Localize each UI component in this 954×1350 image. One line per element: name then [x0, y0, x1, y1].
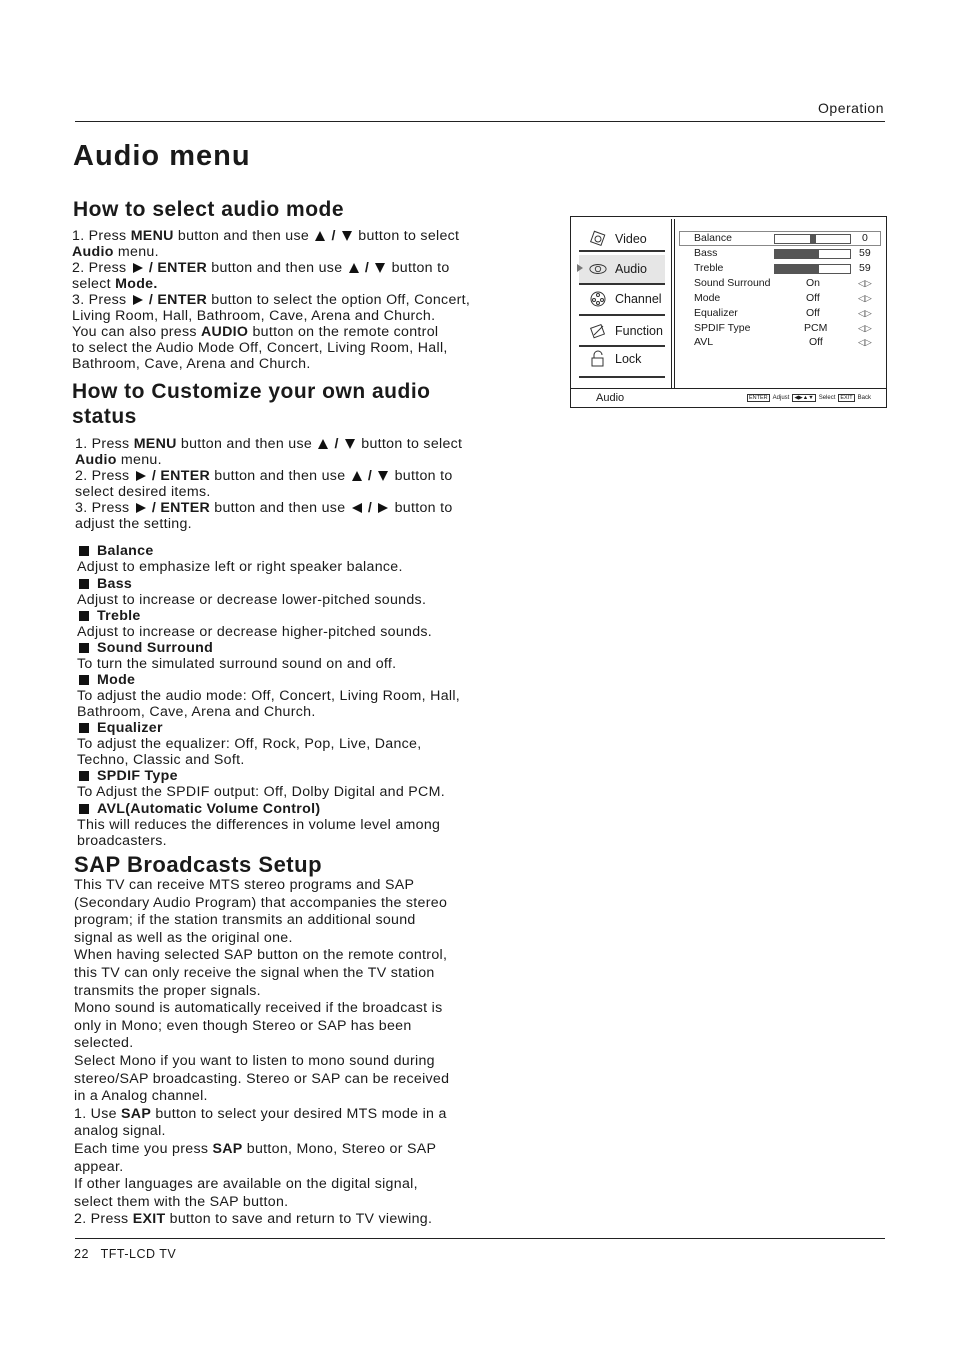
- up-arrow-icon: [315, 231, 325, 241]
- bullet-square-icon: [79, 675, 89, 685]
- balance-slider: [774, 234, 851, 244]
- osd-sidebar: [575, 219, 663, 379]
- right-arrow-icon: [133, 295, 143, 305]
- bass-slider: [774, 249, 851, 259]
- up-arrow-icon: [352, 471, 362, 481]
- bullet-square-icon: [79, 579, 89, 589]
- enter-key-icon: ENTER: [749, 395, 768, 401]
- left-right-arrows-icon: ◁▷: [858, 323, 872, 333]
- page-number: 22: [74, 1247, 89, 1261]
- osd-item-spdif-type: SPDIF Type PCM ◁▷: [694, 322, 872, 334]
- sap-body: This TV can receive MTS stereo programs and SAP (Secondary Audio Program) that accompanies the stereo program; if the station transmits an additional sound signal as well as the original one. When having selected SAP button on the remote control, this TV can only receive the signal when the TV station transmits the proper signals. Mono sound is automatically received if the broadcast is only in Mono; even though Stereo or SAP has been selected. Select Mono if you want to listen to mono sound during stereo/SAP broadcasting. Stereo or SAP can be received in a Analog channel. 1. Use SAP button to select your desired MTS mode in a analog signal. Each time you press SAP button, Mono, Stereo or SAP appear. If other languages are available on the digital signal, select them with the SAP button. 2. Press EXIT button to save and return to TV viewing.: [74, 877, 450, 1228]
- osd-item-bass: Bass 59: [694, 247, 871, 259]
- osd-footer-rule: [571, 388, 886, 389]
- right-arrow-icon: [136, 471, 146, 481]
- osd-item-mode: Mode Off ◁▷: [694, 292, 872, 304]
- osd-tab-lock: Lock: [579, 345, 665, 373]
- up-arrow-icon: [349, 263, 359, 273]
- osd-item-treble: Treble 59: [694, 262, 871, 274]
- bullet-square-icon: [79, 546, 89, 556]
- product-name: TFT-LCD TV: [100, 1247, 177, 1261]
- down-arrow-icon: [342, 231, 352, 241]
- feature-spdif-type: SPDIF Type To Adjust the SPDIF output: Off, Dolby Digital and PCM.: [77, 768, 445, 800]
- osd-divider: [674, 219, 675, 389]
- lock-icon: [589, 350, 607, 368]
- osd-separator: [579, 250, 665, 252]
- left-right-arrows-icon: ◁▷: [858, 308, 872, 318]
- page-title: Audio menu: [73, 140, 251, 172]
- arrow-keys-icon: ◀▶▲▼: [794, 395, 814, 401]
- audio-icon: [589, 260, 607, 278]
- feature-treble: Treble Adjust to increase or decrease higher-pitched sounds.: [77, 608, 433, 640]
- bullet-square-icon: [79, 804, 89, 814]
- customize-heading: How to Customize your own audio status: [72, 380, 431, 428]
- down-arrow-icon: [375, 263, 385, 273]
- right-arrow-icon: [378, 503, 388, 513]
- osd-item-avl: AVL Off ◁▷: [694, 336, 872, 348]
- osd-separator: [579, 314, 665, 316]
- feature-balance: Balance Adjust to emphasize left or right speaker balance.: [77, 543, 403, 575]
- osd-divider: [671, 219, 672, 389]
- select-mode-steps: 1. Press MENU button and then use / button to select Audio menu. 2. Press / ENTER button and then use / button to select Mode. 3. Press / ENTER button to select the option Off, Concert, Living Room, Hall, Bathroom, Cave, Arena and Church. You can also press AUDIO button on the remote control to select the Audio Mode Off, Concert, Living Room, Hall, Bathroom, Cave, Arena and Church.: [72, 228, 471, 372]
- osd-tab-video: Video: [579, 225, 665, 253]
- customize-steps: 1. Press MENU button and then use / button to select Audio menu. 2. Press / ENTER button and then use / button to select desired items. 3. Press / ENTER button and then use / button to adjust the setting.: [75, 436, 463, 532]
- select-mode-heading: How to select audio mode: [73, 198, 345, 221]
- left-right-arrows-icon: ◁▷: [858, 293, 872, 303]
- feature-avl: AVL(Automatic Volume Control) This will reduces the differences in volume level among broadcasters.: [77, 801, 441, 849]
- right-arrow-icon: [136, 503, 146, 513]
- left-arrow-icon: [352, 503, 362, 513]
- osd-footer-title: Audio: [596, 392, 625, 404]
- right-arrow-icon: [133, 263, 143, 273]
- feature-mode: Mode To adjust the audio mode: Off, Concert, Living Room, Hall, Bathroom, Cave, Arena and Church.: [77, 672, 461, 720]
- osd-tab-audio: Audio: [579, 255, 665, 283]
- header-rule: [75, 121, 885, 122]
- left-right-arrows-icon: ◁▷: [858, 337, 872, 347]
- function-icon: [589, 322, 607, 340]
- feature-sound-surround: Sound Surround To turn the simulated surround sound on and off.: [77, 640, 397, 672]
- osd-separator: [579, 376, 665, 378]
- footer-rule: [75, 1238, 885, 1239]
- left-right-arrows-icon: ◁▷: [858, 278, 872, 288]
- up-arrow-icon: [318, 439, 328, 449]
- selected-pointer-icon: [577, 264, 583, 272]
- osd-item-equalizer: Equalizer Off ◁▷: [694, 307, 872, 319]
- bullet-square-icon: [79, 611, 89, 621]
- video-icon: [589, 230, 607, 248]
- osd-tab-function: Function: [579, 317, 665, 345]
- bullet-square-icon: [79, 771, 89, 781]
- footer: [74, 1247, 176, 1261]
- channel-icon: [589, 290, 607, 308]
- treble-slider: [774, 264, 851, 274]
- bullet-square-icon: [79, 723, 89, 733]
- feature-bass: Bass Adjust to increase or decrease lower-pitched sounds.: [77, 576, 427, 608]
- osd-key-hints: ENTER Adjust ◀▶▲▼ Select EXIT Back: [749, 395, 871, 401]
- audio-osd-menu: [570, 216, 887, 408]
- section-label: Operation: [818, 100, 884, 116]
- down-arrow-icon: [345, 439, 355, 449]
- feature-equalizer: Equalizer To adjust the equalizer: Off, Rock, Pop, Live, Dance, Techno, Classic and Soft.: [77, 720, 422, 768]
- down-arrow-icon: [378, 471, 388, 481]
- sap-heading: SAP Broadcasts Setup: [74, 852, 323, 877]
- osd-item-balance: Balance 0: [694, 232, 868, 244]
- osd-tab-channel: Channel: [579, 285, 665, 313]
- bullet-square-icon: [79, 643, 89, 653]
- osd-item-sound-surround: Sound Surround On ◁▷: [694, 277, 872, 289]
- exit-key-icon: EXIT: [840, 395, 853, 401]
